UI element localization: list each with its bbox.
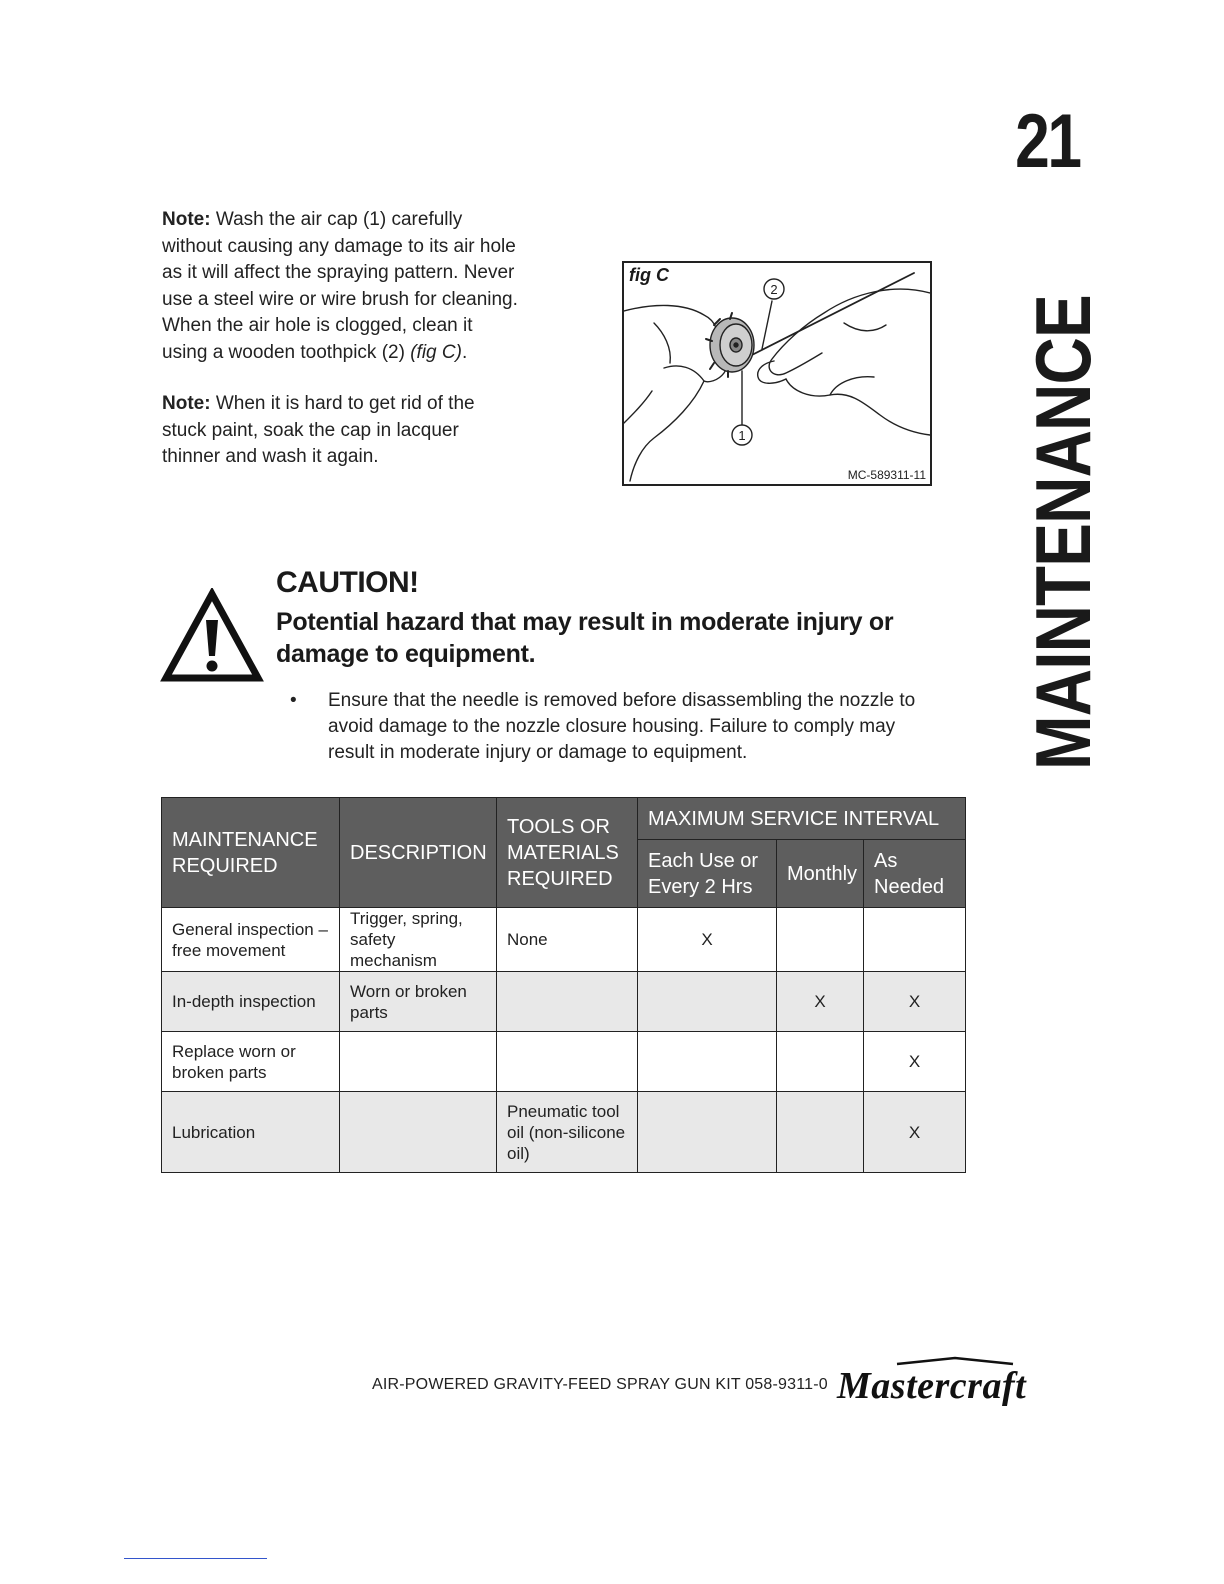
figure-reference: (fig C) bbox=[410, 341, 462, 363]
mastercraft-logo bbox=[835, 1356, 1075, 1406]
callout-1: 1 bbox=[738, 428, 746, 443]
page-number: 21 bbox=[1015, 99, 1080, 184]
brand-wordmark: Mastercraft bbox=[837, 1365, 1027, 1406]
cell-maintenance: Lubrication bbox=[162, 1092, 340, 1173]
table-row bbox=[162, 1032, 966, 1092]
section-tab bbox=[1019, 270, 1107, 770]
caution-title: CAUTION! bbox=[276, 566, 419, 599]
header-as-needed: As Needed bbox=[864, 840, 966, 908]
cell-tools: Pneumatic tool oil (non-silicone oil) bbox=[497, 1092, 638, 1173]
note-stuck-paint bbox=[162, 391, 522, 471]
cell-maintenance: General inspection – free movement bbox=[162, 908, 340, 972]
note-label: Note: bbox=[162, 209, 211, 230]
cell-description: Worn or broken parts bbox=[340, 972, 497, 1032]
link-underline bbox=[124, 1558, 267, 1559]
cell-tools: None bbox=[497, 908, 638, 972]
cell-maintenance: In-depth inspection bbox=[162, 972, 340, 1032]
header-maintenance: MAINTENANCE REQUIRED bbox=[162, 798, 340, 908]
cell-description bbox=[340, 1092, 497, 1173]
caution-subtitle: Potential hazard that may result in moderate injury or damage to equipment. bbox=[276, 608, 894, 668]
cell-each-use bbox=[638, 1032, 777, 1092]
cell-each-use: X bbox=[638, 908, 777, 972]
cell-description: Trigger, spring, safety mechanism bbox=[340, 908, 497, 972]
bullet-symbol: • bbox=[290, 690, 297, 711]
cell-as-needed: X bbox=[864, 1092, 966, 1173]
cell-description bbox=[340, 1032, 497, 1092]
figure-illustration bbox=[624, 263, 930, 484]
header-description: DESCRIPTION bbox=[340, 798, 497, 908]
figure-label: fig C bbox=[629, 265, 669, 285]
table-row bbox=[162, 908, 966, 972]
cell-each-use bbox=[638, 1092, 777, 1173]
section-tab-label: MAINTENANCE bbox=[1019, 295, 1107, 770]
cell-tools bbox=[497, 1032, 638, 1092]
figure-c bbox=[622, 261, 932, 486]
figure-code: MC-589311-11 bbox=[847, 468, 926, 482]
cell-tools bbox=[497, 972, 638, 1032]
cell-each-use bbox=[638, 972, 777, 1032]
cell-monthly bbox=[777, 1092, 864, 1173]
table-row bbox=[162, 972, 966, 1032]
cell-as-needed bbox=[864, 908, 966, 972]
header-interval: MAXIMUM SERVICE INTERVAL bbox=[638, 798, 966, 840]
bullet-text: Ensure that the needle is removed before disassembling the nozzle to avoid damage to the nozzle closure housing. Failure to comply may result in moderate injury or damage to equipment. bbox=[328, 690, 916, 763]
note-end: . bbox=[461, 341, 468, 363]
header-tools: TOOLS OR MATERIALS REQUIRED bbox=[497, 798, 638, 908]
note-air-cap bbox=[162, 207, 522, 366]
cell-monthly bbox=[777, 1032, 864, 1092]
warning-triangle-icon bbox=[160, 588, 264, 684]
maintenance-table bbox=[161, 797, 966, 1173]
note-text: When it is hard to get rid of the stuck paint, soak the cap in lacquer thinner and wash it again. bbox=[162, 393, 475, 467]
footer-product-name: AIR-POWERED GRAVITY-FEED SPRAY GUN KIT 058-9311-0 bbox=[372, 1376, 828, 1393]
note-label: Note: bbox=[162, 393, 211, 414]
header-monthly: Monthly bbox=[777, 840, 864, 908]
note-text: Wash the air cap (1) carefully without causing any damage to its air hole as it will affect the spraying pattern. Never use a steel wire or wire brush for cleaning. When the air hole is clogged, clean it using a wooden toothpick (2) bbox=[162, 209, 518, 363]
cell-maintenance: Replace worn or broken parts bbox=[162, 1032, 340, 1092]
cell-monthly: X bbox=[777, 972, 864, 1032]
callout-2: 2 bbox=[770, 282, 778, 297]
header-each-use: Each Use or Every 2 Hrs bbox=[638, 840, 777, 908]
table-row bbox=[162, 1092, 966, 1173]
cell-as-needed: X bbox=[864, 1032, 966, 1092]
cell-monthly bbox=[777, 908, 864, 972]
cell-as-needed: X bbox=[864, 972, 966, 1032]
